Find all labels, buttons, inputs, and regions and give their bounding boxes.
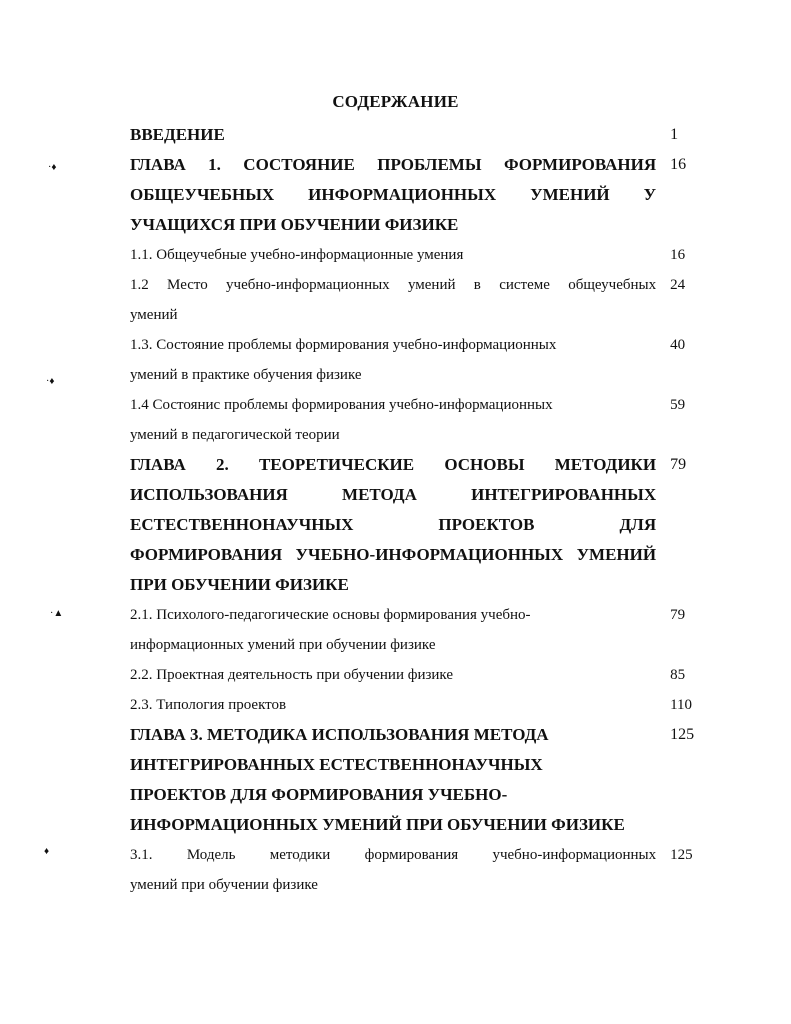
toc-entry-title: ВВЕДЕНИЕ — [130, 125, 225, 144]
toc-entry-section-3-1[interactable] — [130, 840, 700, 900]
margin-mark-icon: ·♦ — [46, 376, 55, 387]
toc-page-number: 79 — [670, 607, 686, 623]
toc-entry-title: 2.1. Психолого-педагогические основы формирования учебно- информационных умений при обучении физике — [130, 607, 531, 653]
table-of-contents — [130, 120, 700, 900]
toc-entry-title: ГЛАВА 3. МЕТОДИКА ИСПОЛЬЗОВАНИЯ МЕТОДА ИНТЕГРИРОВАННЫХ ЕСТЕСТВЕННОНАУЧНЫХ ПРОЕКТОВ ДЛЯ ФОРМИРОВАНИЯ УЧЕБНО- ИНФОРМАЦИОННЫХ УМЕНИЙ ПРИ ОБУЧЕНИИ ФИЗИКЕ — [130, 725, 625, 834]
toc-page-number: 85 — [670, 667, 686, 683]
toc-entry-introduction[interactable] — [130, 120, 700, 150]
toc-page-number: 24 — [670, 277, 686, 293]
toc-entry-title: 1.2 Место учебно-информационных умений в системе общеучебных умений — [130, 277, 657, 323]
toc-page-number: 40 — [670, 337, 686, 353]
toc-entry-section-1-2[interactable] — [130, 270, 700, 330]
toc-entry-section-2-1[interactable] — [130, 600, 700, 660]
toc-page-number: 125 — [670, 847, 693, 863]
toc-entry-section-2-3[interactable] — [130, 690, 700, 720]
page-title: СОДЕРЖАНИЕ — [332, 92, 459, 111]
toc-entry-section-1-4[interactable] — [130, 390, 700, 450]
toc-entry-chapter-2[interactable] — [130, 450, 700, 600]
toc-page-number: 79 — [670, 456, 687, 473]
toc-page-number: 110 — [670, 697, 693, 713]
toc-page-number: 16 — [670, 156, 687, 173]
toc-entry-title: 1.3. Состояние проблемы формирования учебно-информационных умений в практике обучения физике — [130, 337, 557, 383]
toc-entry-chapter-1[interactable] — [130, 150, 700, 240]
toc-entry-chapter-3[interactable] — [130, 720, 700, 840]
toc-entry-title: 1.4 Состоянис проблемы формирования учебно-информационных умений в педагогической теории — [130, 397, 553, 443]
toc-entry-section-1-1[interactable] — [130, 240, 700, 270]
toc-entry-title: ГЛАВА 1. СОСТОЯНИЕ ПРОБЛЕМЫ ФОРМИРОВАНИЯ ОБЩЕУЧЕБНЫХ ИНФОРМАЦИОННЫХ УМЕНИЙ У УЧАЩИХСЯ ПРИ ОБУЧЕНИИ ФИЗИКЕ — [130, 155, 657, 234]
toc-page-number: 59 — [670, 397, 686, 413]
margin-mark-icon: ·♦ — [48, 162, 57, 173]
toc-entry-title: 2.3. Типология проектов — [130, 697, 287, 713]
toc-entry-title: ГЛАВА 2. ТЕОРЕТИЧЕСКИЕ ОСНОВЫ МЕТОДИКИ ИСПОЛЬЗОВАНИЯ МЕТОДА ИНТЕГРИРОВАННЫХ ЕСТЕСТВЕННОНАУЧНЫХ ПРОЕКТОВ ДЛЯ ФОРМИРОВАНИЯ УЧЕБНО-ИНФОРМАЦИОННЫХ УМЕНИЙ ПРИ ОБУЧЕНИИ ФИЗИКЕ — [130, 455, 657, 594]
toc-page-number: 125 — [670, 726, 695, 743]
toc-page-number: 1 — [670, 126, 679, 143]
toc-entry-title: 2.2. Проектная деятельность при обучении физике — [130, 667, 454, 683]
toc-entry-section-1-3[interactable] — [130, 330, 700, 390]
toc-entry-section-2-2[interactable] — [130, 660, 700, 690]
margin-mark-icon: ♦ — [44, 846, 50, 857]
toc-entry-title: 3.1. Модель методики формирования учебно-информационных умений при обучении физике — [130, 847, 657, 893]
toc-page-number: 16 — [670, 247, 686, 263]
margin-mark-icon: ·▲ — [50, 608, 64, 619]
toc-entry-title: 1.1. Общеучебные учебно-информационные умения — [130, 247, 464, 263]
